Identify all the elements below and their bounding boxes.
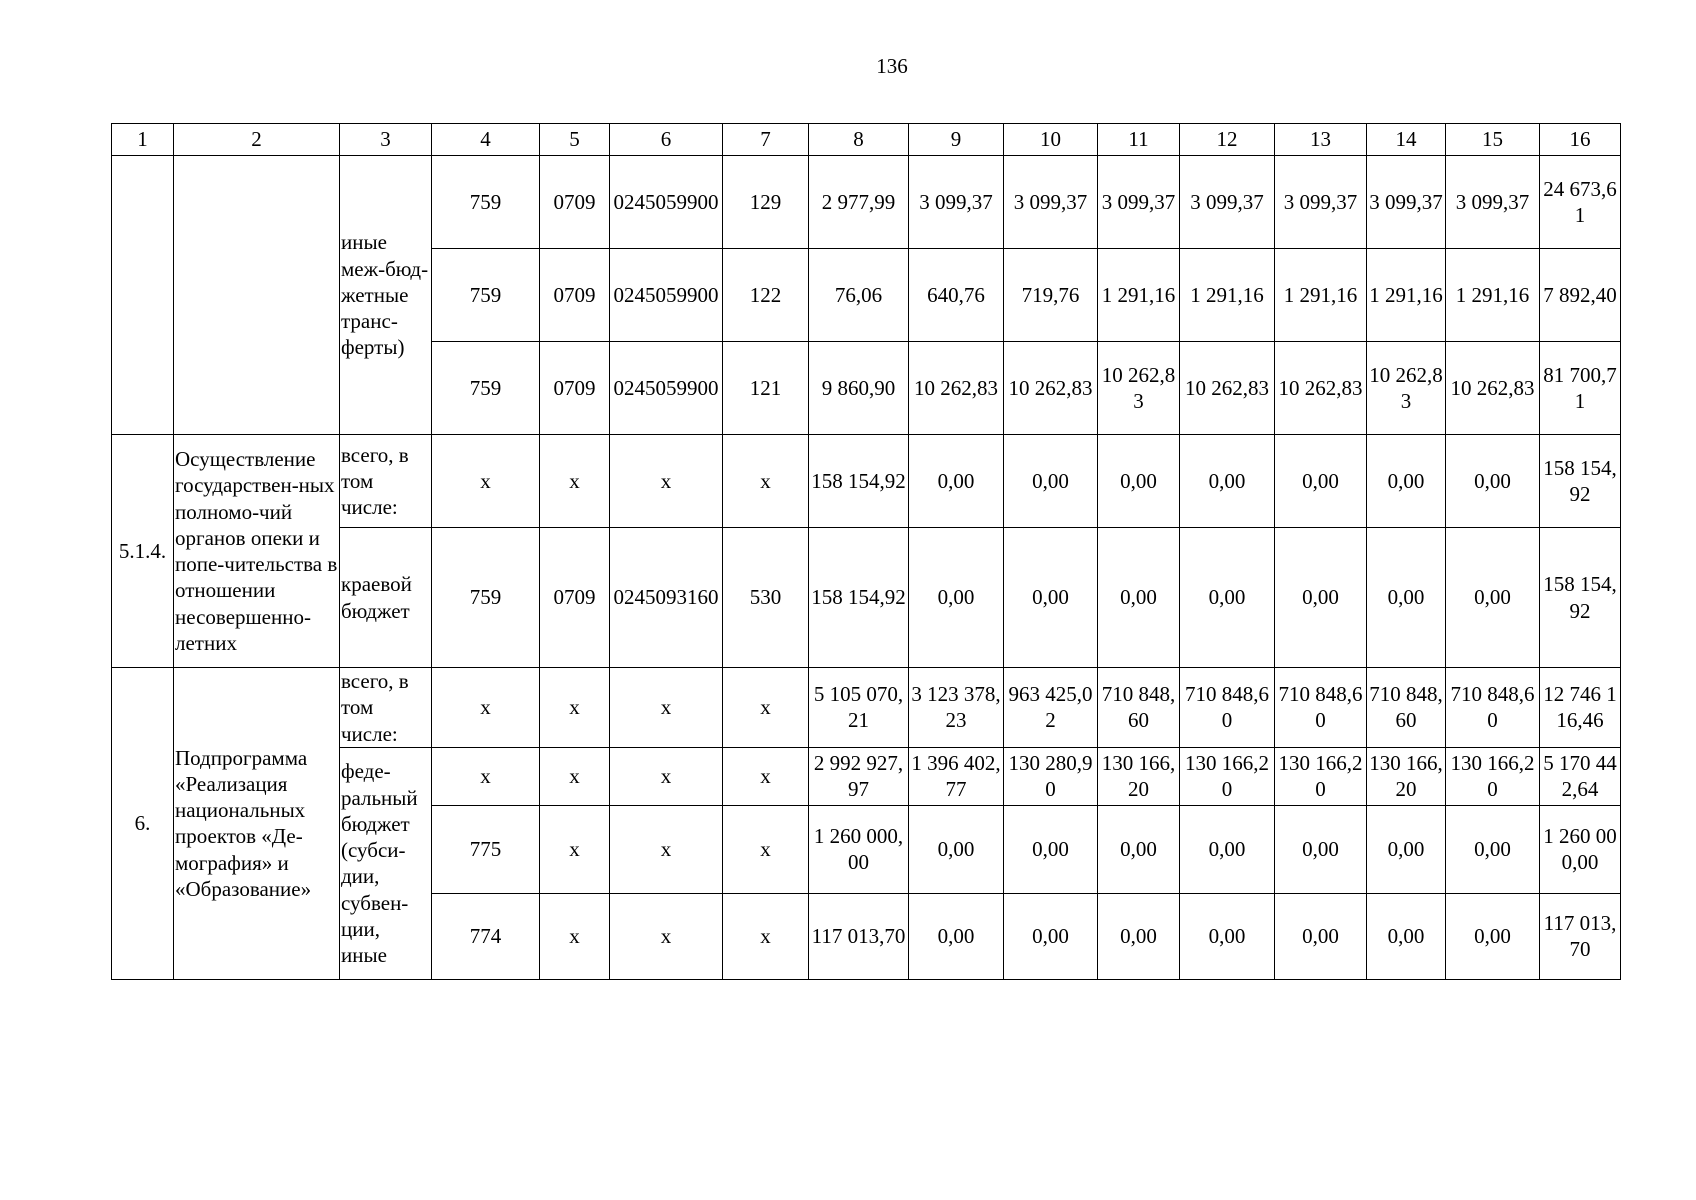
row-name-cell: Осуществление государствен-ных полномо-чий органов опеки и попе-чительства в отношении несовершенно-летних bbox=[174, 435, 340, 668]
value-cell: 710 848,60 bbox=[1446, 668, 1540, 748]
column-header: 7 bbox=[723, 124, 809, 156]
column-header: 16 bbox=[1540, 124, 1621, 156]
value-cell: х bbox=[723, 747, 809, 805]
column-header: 1 bbox=[112, 124, 174, 156]
source-cell: всего, в том числе: bbox=[340, 668, 432, 748]
value-cell: 10 262,83 bbox=[1446, 342, 1540, 435]
value-cell: х bbox=[432, 747, 540, 805]
row-number-cell bbox=[112, 156, 174, 435]
value-cell: 130 166,20 bbox=[1367, 747, 1446, 805]
row-name-cell: Подпрограмма «Реализация национальных проектов «Де-мография» и «Образование» bbox=[174, 668, 340, 980]
value-cell: 0245059900 bbox=[610, 342, 723, 435]
value-cell: 130 166,20 bbox=[1275, 747, 1367, 805]
value-cell: 0,00 bbox=[1446, 805, 1540, 893]
value-cell: 0,00 bbox=[1004, 528, 1098, 668]
budget-table-wrapper bbox=[111, 123, 1621, 980]
value-cell: 710 848,60 bbox=[1367, 668, 1446, 748]
value-cell: 759 bbox=[432, 528, 540, 668]
value-cell: 1 291,16 bbox=[1180, 249, 1275, 342]
value-cell: 158 154,92 bbox=[809, 528, 909, 668]
value-cell: 130 166,20 bbox=[1446, 747, 1540, 805]
table-header-row bbox=[112, 124, 1621, 156]
value-cell: 3 099,37 bbox=[1446, 156, 1540, 249]
value-cell: 0,00 bbox=[1098, 805, 1180, 893]
value-cell: 129 bbox=[723, 156, 809, 249]
value-cell: 0,00 bbox=[909, 528, 1004, 668]
value-cell: 130 280,90 bbox=[1004, 747, 1098, 805]
value-cell: 0,00 bbox=[1367, 435, 1446, 528]
row-number-cell: 5.1.4. bbox=[112, 435, 174, 668]
page-number: 136 bbox=[876, 54, 908, 78]
value-cell: 640,76 bbox=[909, 249, 1004, 342]
value-cell: 0,00 bbox=[1098, 893, 1180, 979]
value-cell: 1 260 000,00 bbox=[1540, 805, 1621, 893]
value-cell: 0,00 bbox=[1275, 528, 1367, 668]
value-cell: х bbox=[432, 668, 540, 748]
value-cell: х bbox=[432, 435, 540, 528]
value-cell: 158 154,92 bbox=[809, 435, 909, 528]
value-cell: 530 bbox=[723, 528, 809, 668]
column-header: 4 bbox=[432, 124, 540, 156]
value-cell: 0,00 bbox=[1098, 435, 1180, 528]
value-cell: 0245059900 bbox=[610, 156, 723, 249]
value-cell: 0,00 bbox=[1004, 435, 1098, 528]
column-header: 6 bbox=[610, 124, 723, 156]
value-cell: 158 154,92 bbox=[1540, 528, 1621, 668]
value-cell: 775 bbox=[432, 805, 540, 893]
value-cell: 0,00 bbox=[1446, 435, 1540, 528]
value-cell: 81 700,71 bbox=[1540, 342, 1621, 435]
value-cell: 0,00 bbox=[1004, 893, 1098, 979]
value-cell: 121 bbox=[723, 342, 809, 435]
value-cell: 9 860,90 bbox=[809, 342, 909, 435]
value-cell: 117 013,70 bbox=[1540, 893, 1621, 979]
value-cell: 0,00 bbox=[1180, 893, 1275, 979]
value-cell: 0,00 bbox=[1098, 528, 1180, 668]
value-cell: 0709 bbox=[540, 528, 610, 668]
value-cell: 24 673,61 bbox=[1540, 156, 1621, 249]
value-cell: 117 013,70 bbox=[809, 893, 909, 979]
row-name-cell bbox=[174, 156, 340, 435]
column-header: 11 bbox=[1098, 124, 1180, 156]
value-cell: 1 291,16 bbox=[1275, 249, 1367, 342]
value-cell: 130 166,20 bbox=[1180, 747, 1275, 805]
value-cell: 1 291,16 bbox=[1098, 249, 1180, 342]
column-header: 12 bbox=[1180, 124, 1275, 156]
value-cell: 10 262,83 bbox=[1367, 342, 1446, 435]
value-cell: 0,00 bbox=[1367, 528, 1446, 668]
value-cell: 1 291,16 bbox=[1446, 249, 1540, 342]
value-cell: 3 099,37 bbox=[1098, 156, 1180, 249]
value-cell: 2 992 927,97 bbox=[809, 747, 909, 805]
value-cell: х bbox=[540, 747, 610, 805]
value-cell: 130 166,20 bbox=[1098, 747, 1180, 805]
value-cell: 0,00 bbox=[1275, 435, 1367, 528]
value-cell: 0245059900 bbox=[610, 249, 723, 342]
column-header: 13 bbox=[1275, 124, 1367, 156]
row-number-cell: 6. bbox=[112, 668, 174, 980]
value-cell: 759 bbox=[432, 249, 540, 342]
value-cell: х bbox=[610, 805, 723, 893]
value-cell: 774 bbox=[432, 893, 540, 979]
source-cell: иные меж-бюд-жетные транс-ферты) bbox=[340, 156, 432, 435]
source-cell: феде-ральный бюджет (субси-дии, субвен-ции, иные bbox=[340, 747, 432, 979]
value-cell: 12 746 116,46 bbox=[1540, 668, 1621, 748]
value-cell: 759 bbox=[432, 342, 540, 435]
value-cell: х bbox=[610, 893, 723, 979]
value-cell: 3 099,37 bbox=[909, 156, 1004, 249]
value-cell: х bbox=[540, 668, 610, 748]
value-cell: 122 bbox=[723, 249, 809, 342]
value-cell: х bbox=[723, 668, 809, 748]
value-cell: 710 848,60 bbox=[1180, 668, 1275, 748]
value-cell: 5 170 442,64 bbox=[1540, 747, 1621, 805]
value-cell: 0,00 bbox=[1180, 805, 1275, 893]
value-cell: 0,00 bbox=[909, 435, 1004, 528]
value-cell: 1 396 402,77 bbox=[909, 747, 1004, 805]
column-header: 15 bbox=[1446, 124, 1540, 156]
value-cell: 710 848,60 bbox=[1098, 668, 1180, 748]
value-cell: 3 099,37 bbox=[1004, 156, 1098, 249]
value-cell: 10 262,83 bbox=[1275, 342, 1367, 435]
value-cell: 10 262,83 bbox=[909, 342, 1004, 435]
value-cell: 3 099,37 bbox=[1367, 156, 1446, 249]
value-cell: 7 892,40 bbox=[1540, 249, 1621, 342]
table-row bbox=[112, 435, 1621, 528]
value-cell: х bbox=[610, 747, 723, 805]
value-cell: 0,00 bbox=[1446, 893, 1540, 979]
value-cell: 10 262,83 bbox=[1004, 342, 1098, 435]
source-cell: краевой бюджет bbox=[340, 528, 432, 668]
value-cell: 0,00 bbox=[1180, 528, 1275, 668]
value-cell: 963 425,02 bbox=[1004, 668, 1098, 748]
value-cell: 0,00 bbox=[1275, 893, 1367, 979]
column-header: 3 bbox=[340, 124, 432, 156]
value-cell: 1 260 000,00 bbox=[809, 805, 909, 893]
value-cell: 0,00 bbox=[1004, 805, 1098, 893]
value-cell: х bbox=[540, 435, 610, 528]
value-cell: 0,00 bbox=[909, 893, 1004, 979]
value-cell: 759 bbox=[432, 156, 540, 249]
value-cell: 0709 bbox=[540, 342, 610, 435]
value-cell: 3 123 378,23 bbox=[909, 668, 1004, 748]
value-cell: 0709 bbox=[540, 249, 610, 342]
column-header: 5 bbox=[540, 124, 610, 156]
value-cell: 710 848,60 bbox=[1275, 668, 1367, 748]
table-row bbox=[112, 156, 1621, 249]
value-cell: 0,00 bbox=[1367, 893, 1446, 979]
table-row bbox=[112, 668, 1621, 748]
value-cell: 158 154,92 bbox=[1540, 435, 1621, 528]
value-cell: х bbox=[540, 893, 610, 979]
value-cell: 2 977,99 bbox=[809, 156, 909, 249]
value-cell: 0709 bbox=[540, 156, 610, 249]
column-header: 2 bbox=[174, 124, 340, 156]
value-cell: х bbox=[723, 893, 809, 979]
value-cell: 1 291,16 bbox=[1367, 249, 1446, 342]
value-cell: 0,00 bbox=[1275, 805, 1367, 893]
value-cell: х bbox=[540, 805, 610, 893]
value-cell: 719,76 bbox=[1004, 249, 1098, 342]
budget-table bbox=[111, 123, 1621, 980]
column-header: 10 bbox=[1004, 124, 1098, 156]
value-cell: 3 099,37 bbox=[1180, 156, 1275, 249]
value-cell: х bbox=[723, 435, 809, 528]
source-cell: всего, в том числе: bbox=[340, 435, 432, 528]
column-header: 8 bbox=[809, 124, 909, 156]
value-cell: х bbox=[610, 668, 723, 748]
value-cell: 0,00 bbox=[1180, 435, 1275, 528]
value-cell: 76,06 bbox=[809, 249, 909, 342]
value-cell: 3 099,37 bbox=[1275, 156, 1367, 249]
value-cell: х bbox=[723, 805, 809, 893]
value-cell: х bbox=[610, 435, 723, 528]
value-cell: 5 105 070,21 bbox=[809, 668, 909, 748]
value-cell: 0245093160 bbox=[610, 528, 723, 668]
column-header: 14 bbox=[1367, 124, 1446, 156]
column-header: 9 bbox=[909, 124, 1004, 156]
value-cell: 0,00 bbox=[1446, 528, 1540, 668]
value-cell: 10 262,83 bbox=[1098, 342, 1180, 435]
value-cell: 0,00 bbox=[1367, 805, 1446, 893]
value-cell: 10 262,83 bbox=[1180, 342, 1275, 435]
value-cell: 0,00 bbox=[909, 805, 1004, 893]
